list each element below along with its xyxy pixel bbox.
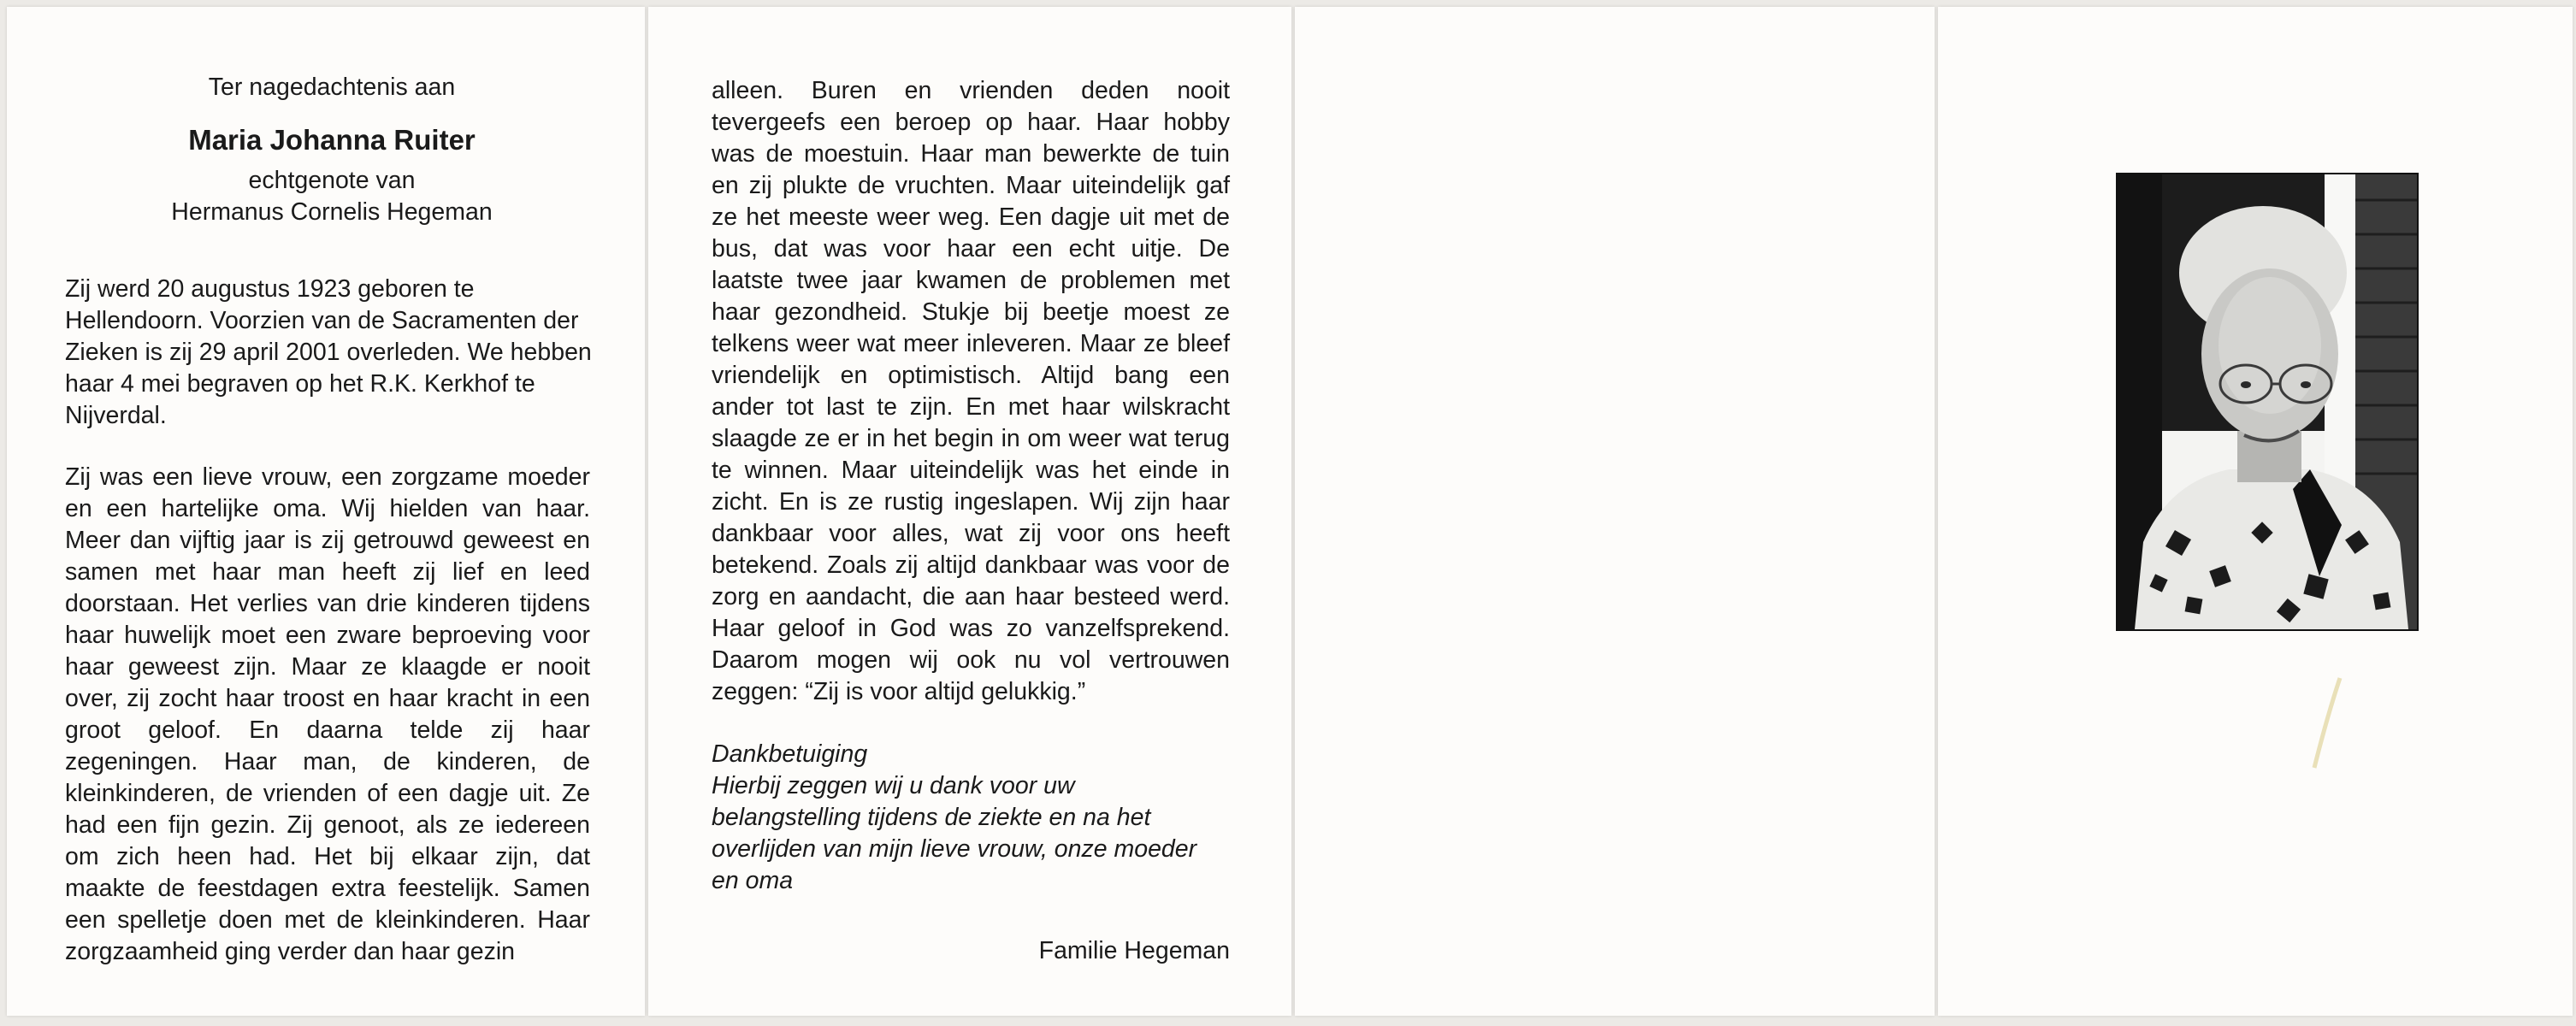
family-signature: Familie Hegeman: [1038, 937, 1230, 964]
deceased-name: Maria Johanna Ruiter: [188, 124, 476, 156]
memorial-intro: Ter nagedachtenis aan: [208, 74, 456, 101]
card-header: [58, 72, 606, 228]
spouse-name: Hermanus Cornelis Hegeman: [171, 198, 493, 226]
card-panel-middle: [648, 7, 1291, 1016]
biography-paragraph-2: alleen. Buren en vrienden deden nooit tevergeefs een beroep op haar. Haar hobby was de moestuin. Haar man bewerkte de tuin en zij plukte de vruchten. Maar uiteindelijk gaf ze het meeste weer weg. Een dagje uit met de bus, dat was voor haar een echt uitje. De laatste twee jaar kwamen de problemen met haar gezondheid. Stukje bij beetje moest ze telkens weer wat meer inleveren. Maar ze bleef vriendelijk en optimistisch. Altijd bang een ander tot last te zijn. En met haar wilskracht slaagde ze er in het begin in om weer wat terug te winnen. Maar uiteindelijk was het einde in zicht. En is ze rustig ingeslapen. Wij zijn haar dankbaar voor alles, wat zij voor ons heeft betekend. Zoals zij altijd dankbaar was voor de zorg en aandacht, die aan haar besteed werd. Haar geloof in God was zo vanzelfsprekend. Daarom mogen wij ook nu vol vertrouwen zeggen: “Zij is voor altijd gelukkig.”: [712, 77, 1230, 705]
thanks-block: [712, 739, 1230, 897]
card-panel-photo: [1938, 7, 2573, 1016]
card-panel-left: [7, 7, 645, 1016]
birth-death-paragraph: Zij werd 20 augustus 1923 geboren te Hellendoorn. Voorzien van de Sacramenten der Zieken is zij 29 april 2001 overleden. We hebben haar 4 mei begraven op het R.K. Kerkhof te Nijverdal.: [65, 275, 592, 429]
card-panel-blank: [1295, 7, 1935, 1016]
portrait-image: [2118, 174, 2417, 629]
thanks-text: Hierbij zeggen wij u dank voor uw belangstelling tijdens de ziekte en na het overlijden van mijn lieve vrouw, onze moeder en oma: [712, 772, 1197, 894]
paper-crease-mark: [2306, 674, 2357, 776]
spouse-relation: echtgenote van: [248, 167, 416, 194]
portrait-photo: [2116, 173, 2419, 631]
biography-paragraph-1: Zij was een lieve vrouw, een zorgzame moeder en een hartelijke oma. Wij hielden van haar. Meer dan vijftig jaar is zij getrouwd geweest en samen met haar man heeft zij lief en leed doorstaan. Het verlies van drie kinderen tijdens haar huwelijk moet een zware beproeving voor haar geweest zijn. Maar ze klaagde er nooit over, zij zocht haar troost en haar kracht in een groot geloof. En daarna telde zij haar zegeningen. Haar man, de kinderen, de kleinkinderen, de vrienden of een dagje uit. Ze had een fijn gezin. Zij genoot, als ze iedereen om zich heen had. Het bij elkaar zijn, dat maakte de feestdagen extra feestelijk. Samen een spelletje doen met de kleinkinderen. Haar zorgzaamheid ging verder dan haar gezin: [65, 463, 590, 965]
thanks-heading: Dankbetuiging: [712, 740, 868, 768]
